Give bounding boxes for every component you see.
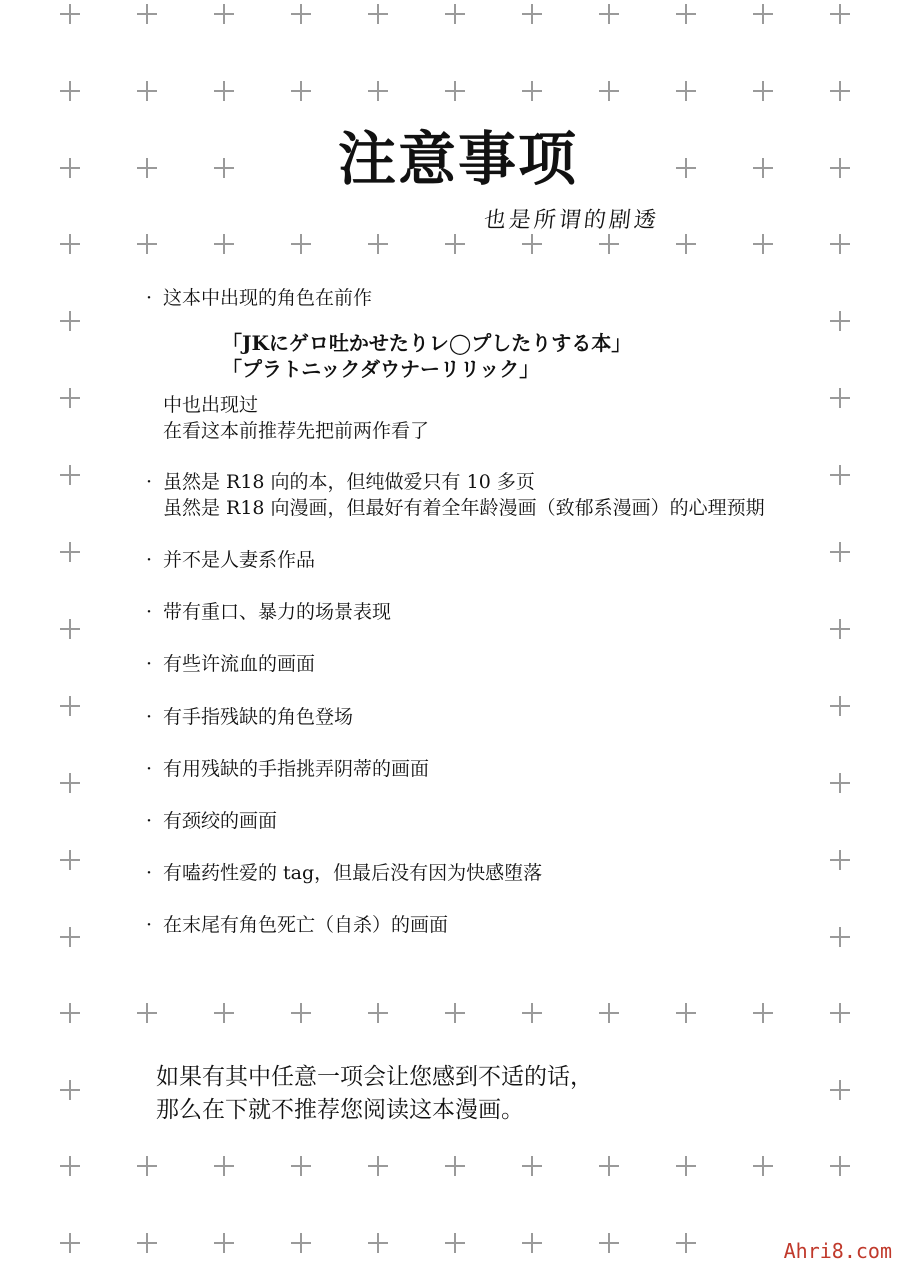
plus-ornament	[676, 158, 696, 178]
plus-ornament	[214, 4, 234, 24]
plus-ornament	[753, 158, 773, 178]
plus-ornament	[214, 81, 234, 101]
plus-ornament	[830, 542, 850, 562]
plus-ornament	[291, 1156, 311, 1176]
plus-ornament	[368, 1156, 388, 1176]
plus-ornament	[214, 158, 234, 178]
plus-ornament	[60, 388, 80, 408]
bullet-dot: ·	[146, 914, 153, 936]
plus-ornament	[60, 81, 80, 101]
plus-ornament	[214, 234, 234, 254]
plus-ornament	[368, 4, 388, 24]
plus-ornament	[753, 4, 773, 24]
plus-ornament	[368, 81, 388, 101]
plus-ornament	[60, 927, 80, 947]
plus-ornament	[830, 773, 850, 793]
plus-ornament	[522, 81, 542, 101]
prior-work-title-1: 「JKにゲロ吐かせたりレ◯プしたりする本」	[222, 331, 632, 355]
closing-line-1: 如果有其中任意一项会让您感到不适的话，	[156, 1064, 593, 1090]
page-subtitle: 也是所谓的剧透	[482, 208, 661, 233]
plus-ornament	[291, 4, 311, 24]
plus-ornament	[60, 465, 80, 485]
plus-ornament	[60, 158, 80, 178]
plus-ornament	[291, 81, 311, 101]
prior-work-title-2: 「プラトニックダウナーリリック」	[222, 357, 540, 381]
plus-ornament	[830, 465, 850, 485]
plus-ornament	[137, 1233, 157, 1253]
plus-ornament	[599, 81, 619, 101]
plus-ornament	[830, 1003, 850, 1023]
plus-ornament	[60, 850, 80, 870]
plus-ornament	[830, 1156, 850, 1176]
plus-ornament	[214, 1156, 234, 1176]
plus-ornament	[445, 234, 465, 254]
plus-ornament	[445, 81, 465, 101]
plus-ornament	[830, 4, 850, 24]
warning-item: 有嗑药性爱的 tag，但最后没有因为快感堕落	[163, 862, 543, 884]
watermark: Ahri8.com	[783, 1239, 892, 1263]
plus-ornament	[830, 850, 850, 870]
page-title: 注意事项	[338, 125, 579, 193]
plus-ornament	[291, 1003, 311, 1023]
plus-ornament	[368, 1233, 388, 1253]
plus-ornament	[445, 4, 465, 24]
plus-ornament	[676, 4, 696, 24]
warning-item: 带有重口、暴力的场景表现	[163, 601, 392, 623]
plus-ornament	[753, 81, 773, 101]
bullet-dot: ·	[146, 549, 153, 571]
plus-ornament	[214, 1003, 234, 1023]
plus-ornament	[137, 234, 157, 254]
plus-ornament	[599, 234, 619, 254]
warning-item: 有手指残缺的角色登场	[163, 706, 354, 728]
plus-ornament	[60, 542, 80, 562]
section2-line-1: 虽然是 R18 向的本，但纯做爱只有 10 多页	[163, 471, 535, 493]
plus-ornament	[60, 773, 80, 793]
plus-ornament	[522, 1233, 542, 1253]
warning-item: 有用残缺的手指挑弄阴蒂的画面	[163, 758, 430, 780]
plus-ornament	[830, 388, 850, 408]
plus-ornament	[676, 1233, 696, 1253]
bullet-dot: ·	[146, 601, 153, 623]
section1-continuation-1: 中也出现过	[163, 394, 259, 416]
plus-ornament	[830, 696, 850, 716]
plus-ornament	[60, 696, 80, 716]
plus-ornament	[522, 1003, 542, 1023]
plus-ornament	[368, 234, 388, 254]
plus-ornament	[445, 1156, 465, 1176]
bullet-dot: ·	[146, 287, 153, 309]
bullet-dot: ·	[146, 471, 153, 493]
warning-item: 并不是人妻系作品	[163, 549, 316, 571]
plus-ornament	[137, 158, 157, 178]
plus-ornament	[830, 234, 850, 254]
plus-ornament	[830, 619, 850, 639]
bullet-dot: ·	[146, 862, 153, 884]
plus-ornament	[137, 81, 157, 101]
plus-ornament	[60, 619, 80, 639]
plus-ornament	[291, 1233, 311, 1253]
plus-ornament	[60, 1080, 80, 1100]
plus-ornament	[676, 1156, 696, 1176]
plus-ornament	[830, 311, 850, 331]
plus-ornament	[753, 234, 773, 254]
warning-item: 有颈绞的画面	[163, 810, 278, 832]
plus-ornament	[676, 234, 696, 254]
warning-item: 有些许流血的画面	[163, 653, 316, 675]
plus-ornament	[830, 927, 850, 947]
warning-item: 在末尾有角色死亡（自杀）的画面	[163, 914, 449, 936]
bullet-dot: ·	[146, 706, 153, 728]
plus-ornament	[599, 1156, 619, 1176]
plus-ornament	[60, 1156, 80, 1176]
plus-ornament	[599, 1233, 619, 1253]
plus-ornament	[830, 81, 850, 101]
plus-ornament	[445, 1003, 465, 1023]
plus-ornament	[522, 234, 542, 254]
plus-ornament	[137, 1156, 157, 1176]
bullet-dot: ·	[146, 758, 153, 780]
plus-ornament	[522, 1156, 542, 1176]
plus-ornament	[753, 1003, 773, 1023]
plus-ornament	[599, 1003, 619, 1023]
plus-ornament	[830, 158, 850, 178]
plus-ornament	[676, 1003, 696, 1023]
plus-ornament	[60, 4, 80, 24]
section2-line-2: 虽然是 R18 向漫画，但最好有着全年龄漫画（致郁系漫画）的心理预期	[163, 497, 765, 519]
plus-ornament	[60, 311, 80, 331]
plus-ornament	[60, 1233, 80, 1253]
plus-ornament	[676, 81, 696, 101]
plus-ornament	[214, 1233, 234, 1253]
section1-continuation-2: 在看这本前推荐先把前两作看了	[163, 420, 430, 442]
plus-ornament	[830, 1080, 850, 1100]
plus-ornament	[753, 1156, 773, 1176]
plus-ornament	[137, 1003, 157, 1023]
bullet-dot: ·	[146, 810, 153, 832]
section1-intro: 这本中出现的角色在前作	[163, 287, 373, 309]
closing-line-2: 那么在下就不推荐您阅读这本漫画。	[156, 1097, 524, 1123]
plus-ornament	[291, 234, 311, 254]
plus-ornament	[60, 1003, 80, 1023]
plus-ornament	[522, 4, 542, 24]
bullet-dot: ·	[146, 653, 153, 675]
plus-ornament	[137, 4, 157, 24]
plus-ornament	[599, 4, 619, 24]
plus-ornament	[445, 1233, 465, 1253]
plus-ornament	[368, 1003, 388, 1023]
plus-ornament	[60, 234, 80, 254]
